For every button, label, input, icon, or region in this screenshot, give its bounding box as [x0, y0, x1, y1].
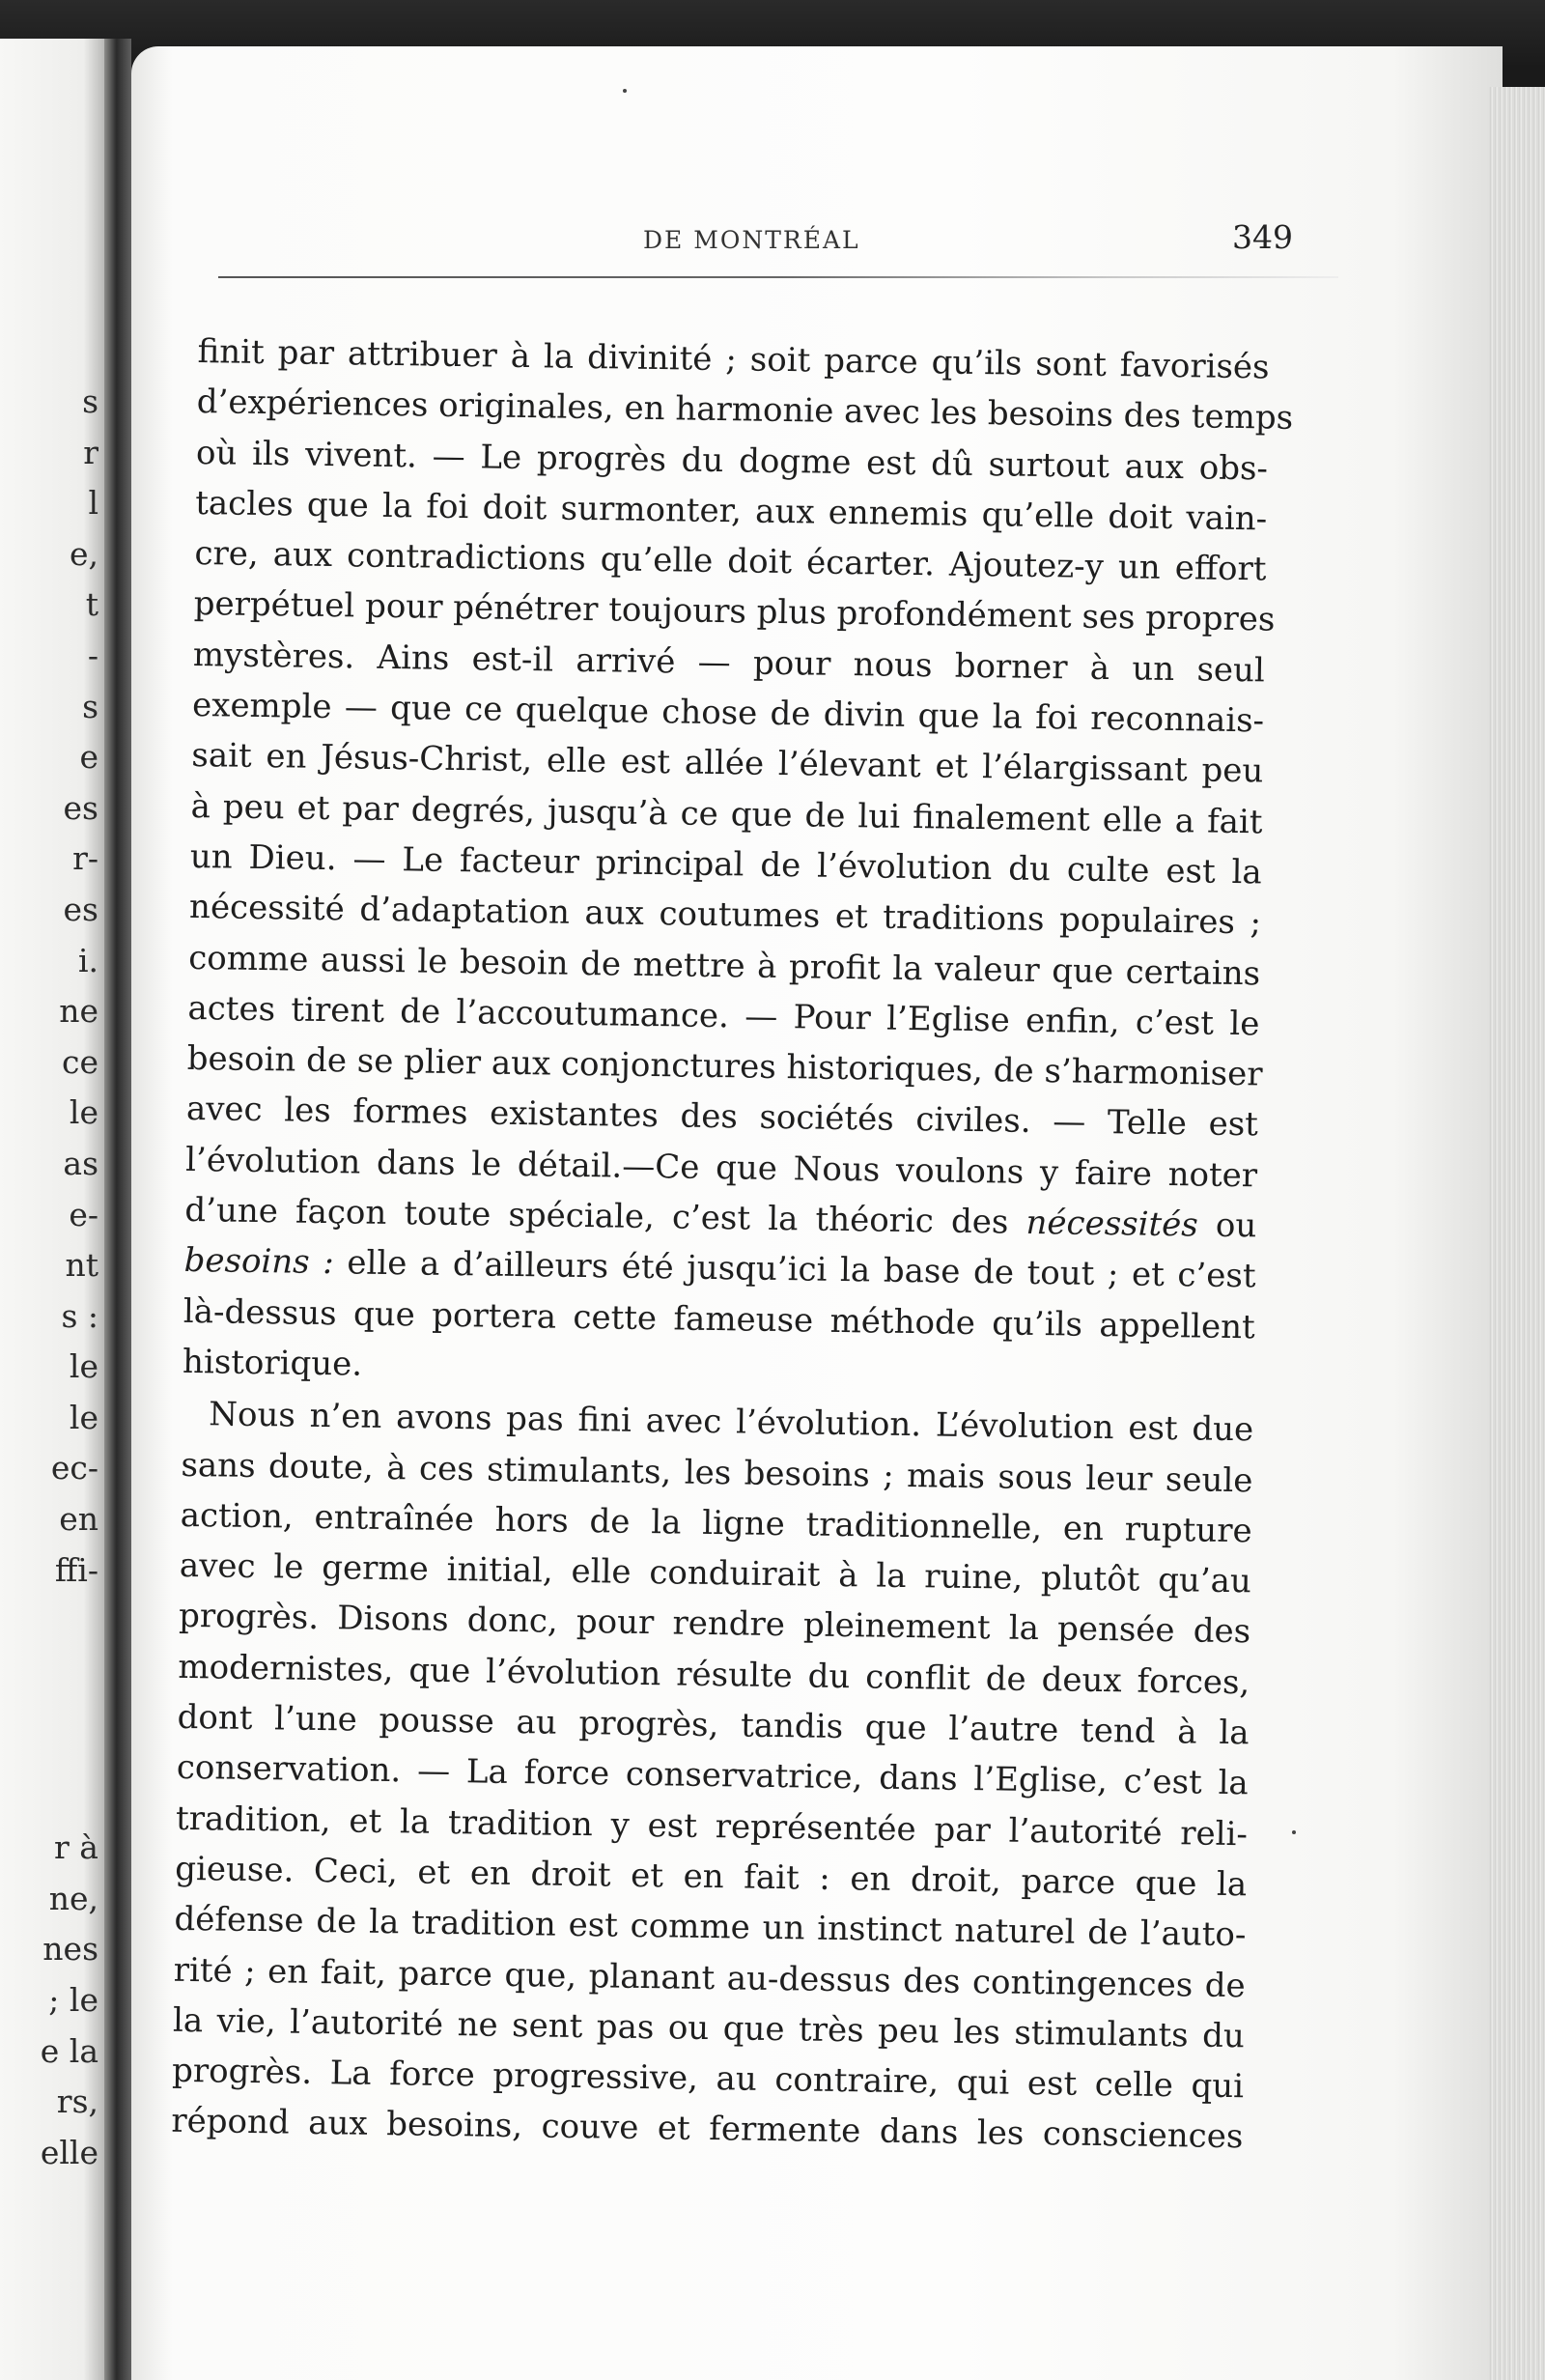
text-line: la vie, l’autorité ne sent pas ou que très peu les stimulants du [172, 2000, 1246, 2056]
left-page-fragment: r à [54, 1828, 98, 1867]
book-gutter [104, 39, 131, 2380]
header-rule [218, 276, 1338, 278]
text-line: Nous n’en avons pas fini avec l’évolution. L’évolution est due [208, 1395, 1254, 1450]
paragraph-2 [171, 1389, 1254, 2163]
page-edges [1489, 87, 1545, 2380]
left-page-fragment: e- [69, 1195, 98, 1233]
left-page-fragment: r [83, 433, 98, 471]
text-line: tacles que la foi doit surmonter, aux ennemis qu’elle doit vain- [194, 483, 1268, 539]
text-line: cre, aux contradictions qu’elle doit écarter. Ajoutez-y un effort [194, 534, 1267, 589]
left-page-text-fragments [0, 377, 98, 2178]
left-page-fragment: le [69, 1398, 98, 1436]
text-line: défense de la tradition est comme un instinct naturel de l’auto- [174, 1900, 1247, 1955]
left-page-fragment: es [63, 890, 98, 928]
text-line: action, entraînée hors de la ligne traditionnelle, en rupture [180, 1495, 1252, 1551]
text-line: conservation. — La force conservatrice, dans l’Eglise, c’est la [176, 1748, 1250, 1803]
text-line: sait en Jésus-Christ, elle est allée l’élevant et l’élargissant peu [191, 736, 1264, 791]
left-page-fragment: i. [77, 941, 98, 979]
print-speck [1292, 1830, 1296, 1834]
left-page-fragment: s [82, 687, 98, 725]
left-page-fragment: rs, [56, 2082, 98, 2121]
text-line: rité ; en fait, parce que, planant au-dessus des contingences de [173, 1950, 1246, 2005]
print-speck [623, 89, 627, 93]
text-line: avec les formes existantes des sociétés civiles. — Telle est [185, 1090, 1259, 1145]
left-page-fragment: ec- [50, 1449, 98, 1488]
text-line: sans doute, à ces stimulants, les besoins ; mais sous leur seule [181, 1445, 1253, 1500]
text-line: à peu et par degrés, jusqu’à ce que de lui finalement elle a fait [190, 786, 1263, 842]
paragraph-1 [182, 326, 1294, 1403]
text-line: progrès. Disons donc, pour rendre pleinement la pensée des [178, 1597, 1251, 1652]
text-line: besoin de se plier aux conjonctures historiques, de s’harmoniser [186, 1039, 1263, 1094]
text-line: d’expériences originales, en harmonie avec les besoins des temps [196, 382, 1294, 439]
text-line: gieuse. Ceci, et en droit et en fait : en droit, parce que la [175, 1849, 1248, 1905]
text-line: l’évolution dans le détail.—Ce que Nous voulons y faire noter [184, 1140, 1258, 1196]
left-page-fragment: le [69, 1093, 98, 1132]
left-page-fragment: e, [69, 534, 98, 573]
left-page-fragment: e [79, 738, 98, 777]
left-page-fragment: ffi- [54, 1550, 98, 1589]
left-page-gap [0, 1596, 98, 1823]
italic-term-necessites: nécessités [1025, 1203, 1199, 1245]
left-page-fragment: t [85, 585, 98, 624]
text-line: répond aux besoins, couve et fermente dans les consciences [171, 2102, 1244, 2157]
text-line: exemple — que ce quelque chose de divin que la foi reconnais- [191, 686, 1265, 741]
text-line: dont l’une pousse au progrès, tandis que l’autre tend à la [177, 1697, 1250, 1753]
left-page-fragment: - [87, 636, 98, 674]
text-line: là-dessus que portera cette fameuse méthode qu’ils appellent [183, 1291, 1256, 1346]
left-page-fragment: l [88, 484, 98, 523]
text-run: d’une façon toute spéciale, c’est la théoric des [184, 1190, 1009, 1242]
text-line: avec le germe initial, elle conduirait à la ruine, plutôt qu’au [179, 1545, 1252, 1601]
text-line: historique. [182, 1342, 363, 1384]
text-run: elle a d’ailleurs été jusqu’ici la base de tout ; et c’est [347, 1243, 1256, 1296]
left-page-fragment: en [59, 1500, 98, 1539]
left-page-fragment: r- [72, 839, 98, 878]
body-text [171, 326, 1294, 2163]
left-page-fragment: s : [61, 1296, 98, 1335]
running-head [131, 218, 1503, 276]
left-page-fragment: ce [61, 1042, 98, 1081]
left-page-fragment: nt [65, 1246, 98, 1285]
left-page-fragment: as [63, 1144, 98, 1182]
text-line: actes tirent de l’accoutumance. — Pour l’Eglise enfin, c’est le [187, 988, 1260, 1044]
running-title: DE MONTRÉAL [643, 226, 860, 254]
text-line: tradition, et la tradition y est représentée par l’autorité reli- [175, 1799, 1249, 1854]
text-line: finit par attribuer à la divinité ; soit parce qu’ils sont favorisés [197, 331, 1270, 387]
text-line: où ils vivent. — Le progrès du dogme est dû surtout aux obs- [195, 433, 1269, 489]
left-page-fragment: ne, [48, 1879, 98, 1917]
left-page-fragment: le [69, 1347, 98, 1386]
text-line: nécessité d’adaptation aux coutumes et traditions populaires ; [188, 888, 1262, 943]
text-line: modernistes, que l’évolution résulte du conflit de deux forces, [178, 1647, 1250, 1703]
text-run: ou [1215, 1205, 1257, 1246]
text-line: comme aussi le besoin de mettre à profit la valeur que certains [188, 938, 1261, 993]
italic-term-besoins: besoins : [183, 1241, 335, 1283]
text-line: perpétuel pour pénétrer toujours plus profondément ses propres [193, 584, 1276, 640]
text-line: un Dieu. — Le facteur principal de l’évolution du culte est la [189, 836, 1263, 892]
text-line: mystères. Ains est-il arrivé — pour nous borner à un seul [192, 635, 1266, 691]
left-page-fragment: e la [40, 2031, 98, 2070]
left-page-fragment: es [63, 788, 98, 827]
left-page-fragment: s [82, 382, 98, 420]
page-number: 349 [1232, 218, 1293, 256]
left-page-fragment: ne [59, 992, 98, 1031]
left-page-fragment: elle [40, 2133, 98, 2171]
left-page-fragment: nes [42, 1930, 98, 1969]
left-page-fragment: ; le [48, 1981, 98, 2020]
text-line: progrès. La force progressive, au contraire, qui est celle qui [171, 2051, 1245, 2107]
